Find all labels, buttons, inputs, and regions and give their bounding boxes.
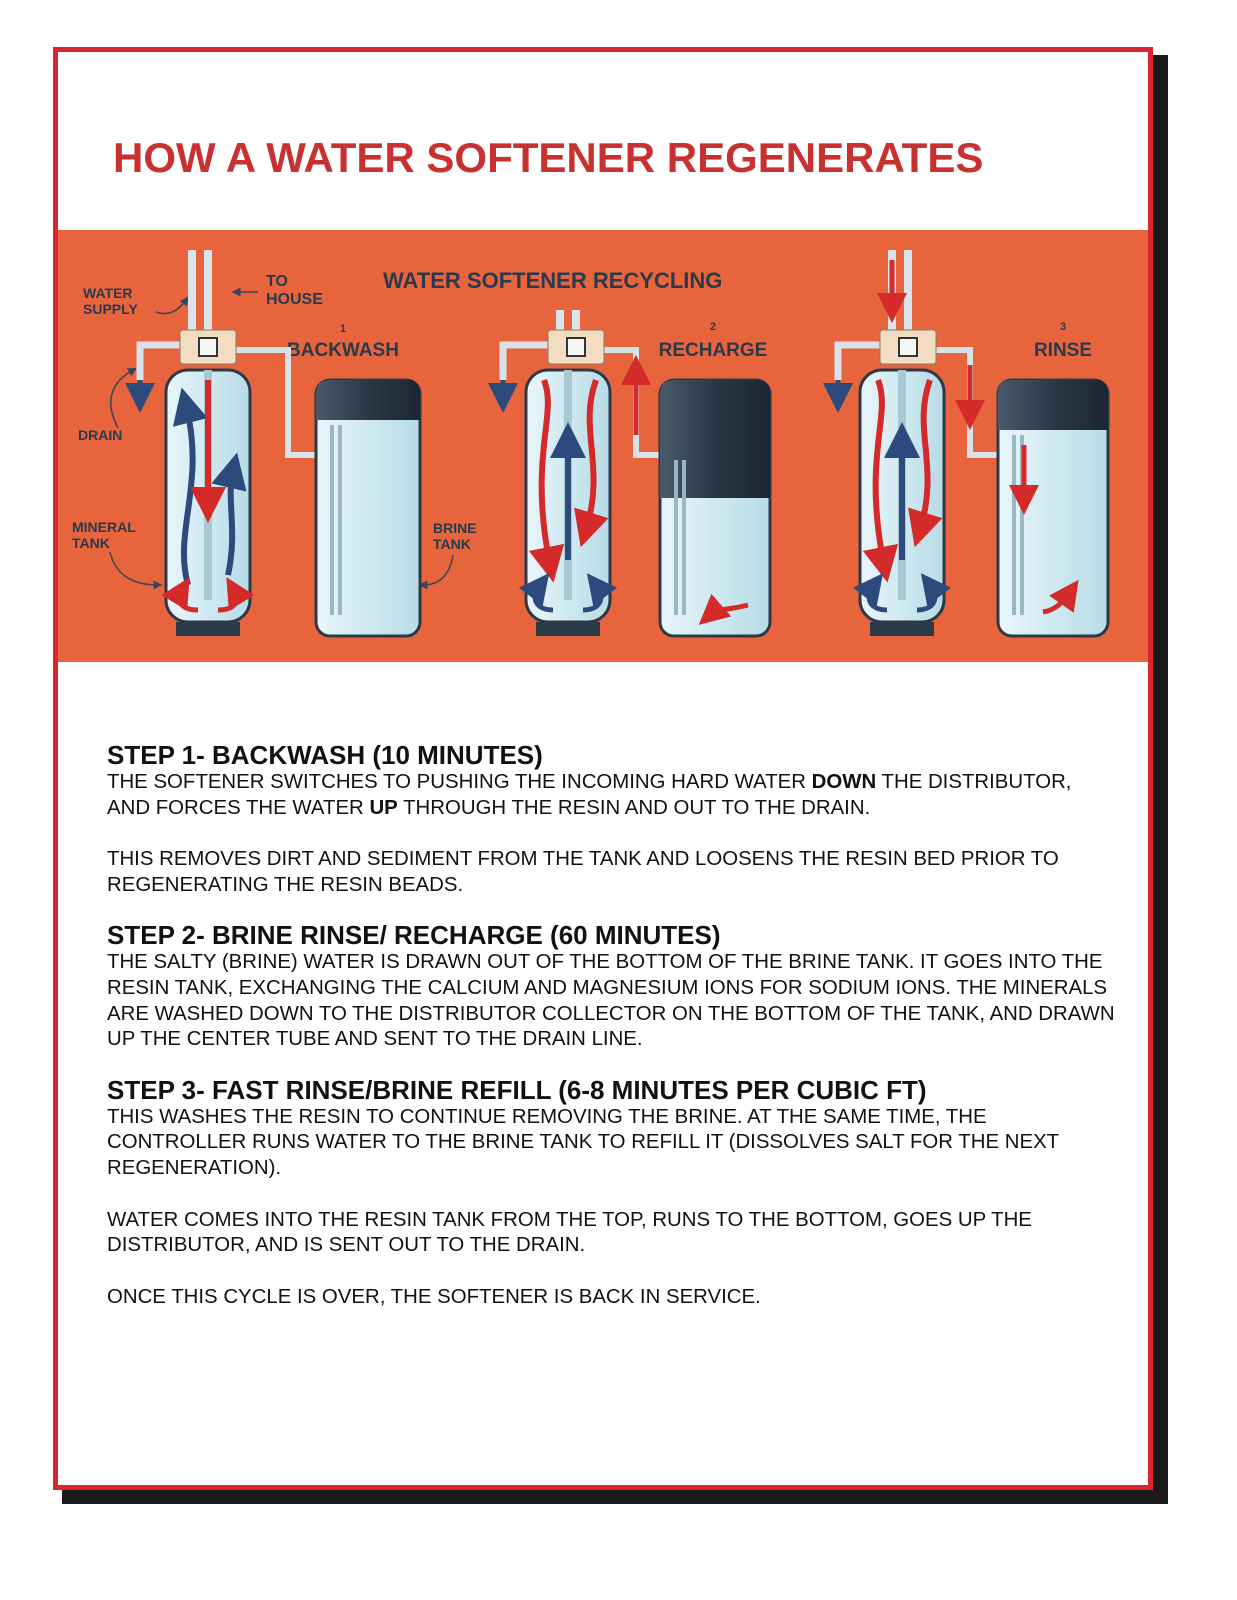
step-3 xyxy=(107,1075,1117,1311)
step-2-paragraph-1: THE SALTY (BRINE) WATER IS DRAWN OUT OF THE BOTTOM OF THE BRINE TANK. IT GOES INTO THE RESIN TANK, EXCHANGING THE CALCIUM AND MAGNESIUM IONS FOR SODIUM IONS. THE MINERALS ARE WASHED DOWN TO THE DISTRIBUTOR COLLECTOR ON THE BOTTOM OF THE TANK, AND DRAWN UP THE CENTER TUBE AND SENT TO THE DRAIN LINE. xyxy=(107,951,1115,1051)
brine-well xyxy=(338,425,342,615)
to-house-label: TO xyxy=(266,273,288,290)
stage-3-name: RINSE xyxy=(1033,340,1093,361)
step-2 xyxy=(107,920,1117,1052)
brine-well xyxy=(682,460,686,615)
diagram-heading: WATER SOFTENER RECYCLING xyxy=(383,268,723,293)
step-1-emphasis-down: DOWN xyxy=(811,771,877,793)
brine-well xyxy=(674,460,678,615)
step-3-paragraph-3: ONCE THIS CYCLE IS OVER, THE SOFTENER IS BACK IN SERVICE. xyxy=(107,1285,761,1308)
stage-2-number: 2 xyxy=(709,321,717,333)
stage-1-name: BACKWASH xyxy=(287,340,399,361)
step-1-text: THROUGH THE RESIN AND OUT TO THE DRAIN. xyxy=(397,796,871,819)
valve-window xyxy=(899,338,917,356)
step-2-title: STEP 2- BRINE RINSE/ RECHARGE (60 MINUTES) xyxy=(107,920,721,951)
step-1 xyxy=(107,740,1117,898)
step-3-title: STEP 3- FAST RINSE/BRINE REFILL (6-8 MINUTES PER CUBIC FT) xyxy=(107,1074,927,1105)
mineral-tank-base xyxy=(870,622,934,636)
brine-well xyxy=(330,425,334,615)
water-supply-label: WATER xyxy=(83,285,133,301)
stage-3-number: 3 xyxy=(1059,321,1067,333)
to-house-label-2: HOUSE xyxy=(266,291,323,308)
steps-content xyxy=(107,740,1117,1310)
inlet-pipe xyxy=(188,250,196,330)
step-3-paragraph-1: THIS WASHES THE RESIN TO CONTINUE REMOVING THE BRINE. AT THE SAME TIME, THE CONTROLLER RUNS WATER TO THE BRINE TANK TO REFILL IT (DISSOLVES SALT FOR THE NEXT REGENERATION). xyxy=(107,1105,1059,1179)
page-title: HOW A WATER SOFTENER REGENERATES xyxy=(113,134,984,181)
stage-2-name: RECHARGE xyxy=(658,340,768,361)
mineral-tank-base xyxy=(536,622,600,636)
mineral-tank-base xyxy=(176,622,240,636)
mineral-tank-label: MINERAL xyxy=(72,519,136,535)
step-1-text: THE SOFTENER SWITCHES TO PUSHING THE INCOMING HARD WATER xyxy=(107,771,812,793)
step-1-title: STEP 1- BACKWASH (10 MINUTES) xyxy=(107,740,543,770)
brine-tank-label: BRINE xyxy=(433,520,477,536)
stage-1-number: 1 xyxy=(339,323,347,335)
softener-diagram xyxy=(58,230,1148,662)
outlet-pipe xyxy=(904,250,912,340)
step-3-paragraph-2: WATER COMES INTO THE RESIN TANK FROM THE TOP, RUNS TO THE BOTTOM, GOES UP THE DISTRIBUTOR, AND IS SENT OUT TO THE DRAIN. xyxy=(107,1208,1032,1257)
brine-tank-cap xyxy=(998,380,1108,430)
step-1-emphasis-up: UP xyxy=(369,796,398,819)
brine-well xyxy=(1012,435,1016,615)
valve-window xyxy=(199,338,217,356)
step-1-paragraph-1 xyxy=(107,770,1117,821)
mineral-tank-label-2: TANK xyxy=(72,535,110,551)
step-1-paragraph-2: THIS REMOVES DIRT AND SEDIMENT FROM THE TANK AND LOOSENS THE RESIN BED PRIOR TO REGENERATING THE RESIN BEADS. xyxy=(107,848,1059,896)
drain-label: DRAIN xyxy=(78,427,123,443)
water-supply-label-2: SUPPLY xyxy=(83,301,138,317)
outlet-pipe xyxy=(204,250,212,330)
valve-window xyxy=(567,338,585,356)
brine-tank-label-2: TANK xyxy=(433,536,471,552)
step-1-text: THE DISTRIBUTOR, AND FORCES THE WATER xyxy=(107,771,1072,819)
page-frame xyxy=(53,47,1153,1490)
brine-tank-cap xyxy=(316,380,420,420)
